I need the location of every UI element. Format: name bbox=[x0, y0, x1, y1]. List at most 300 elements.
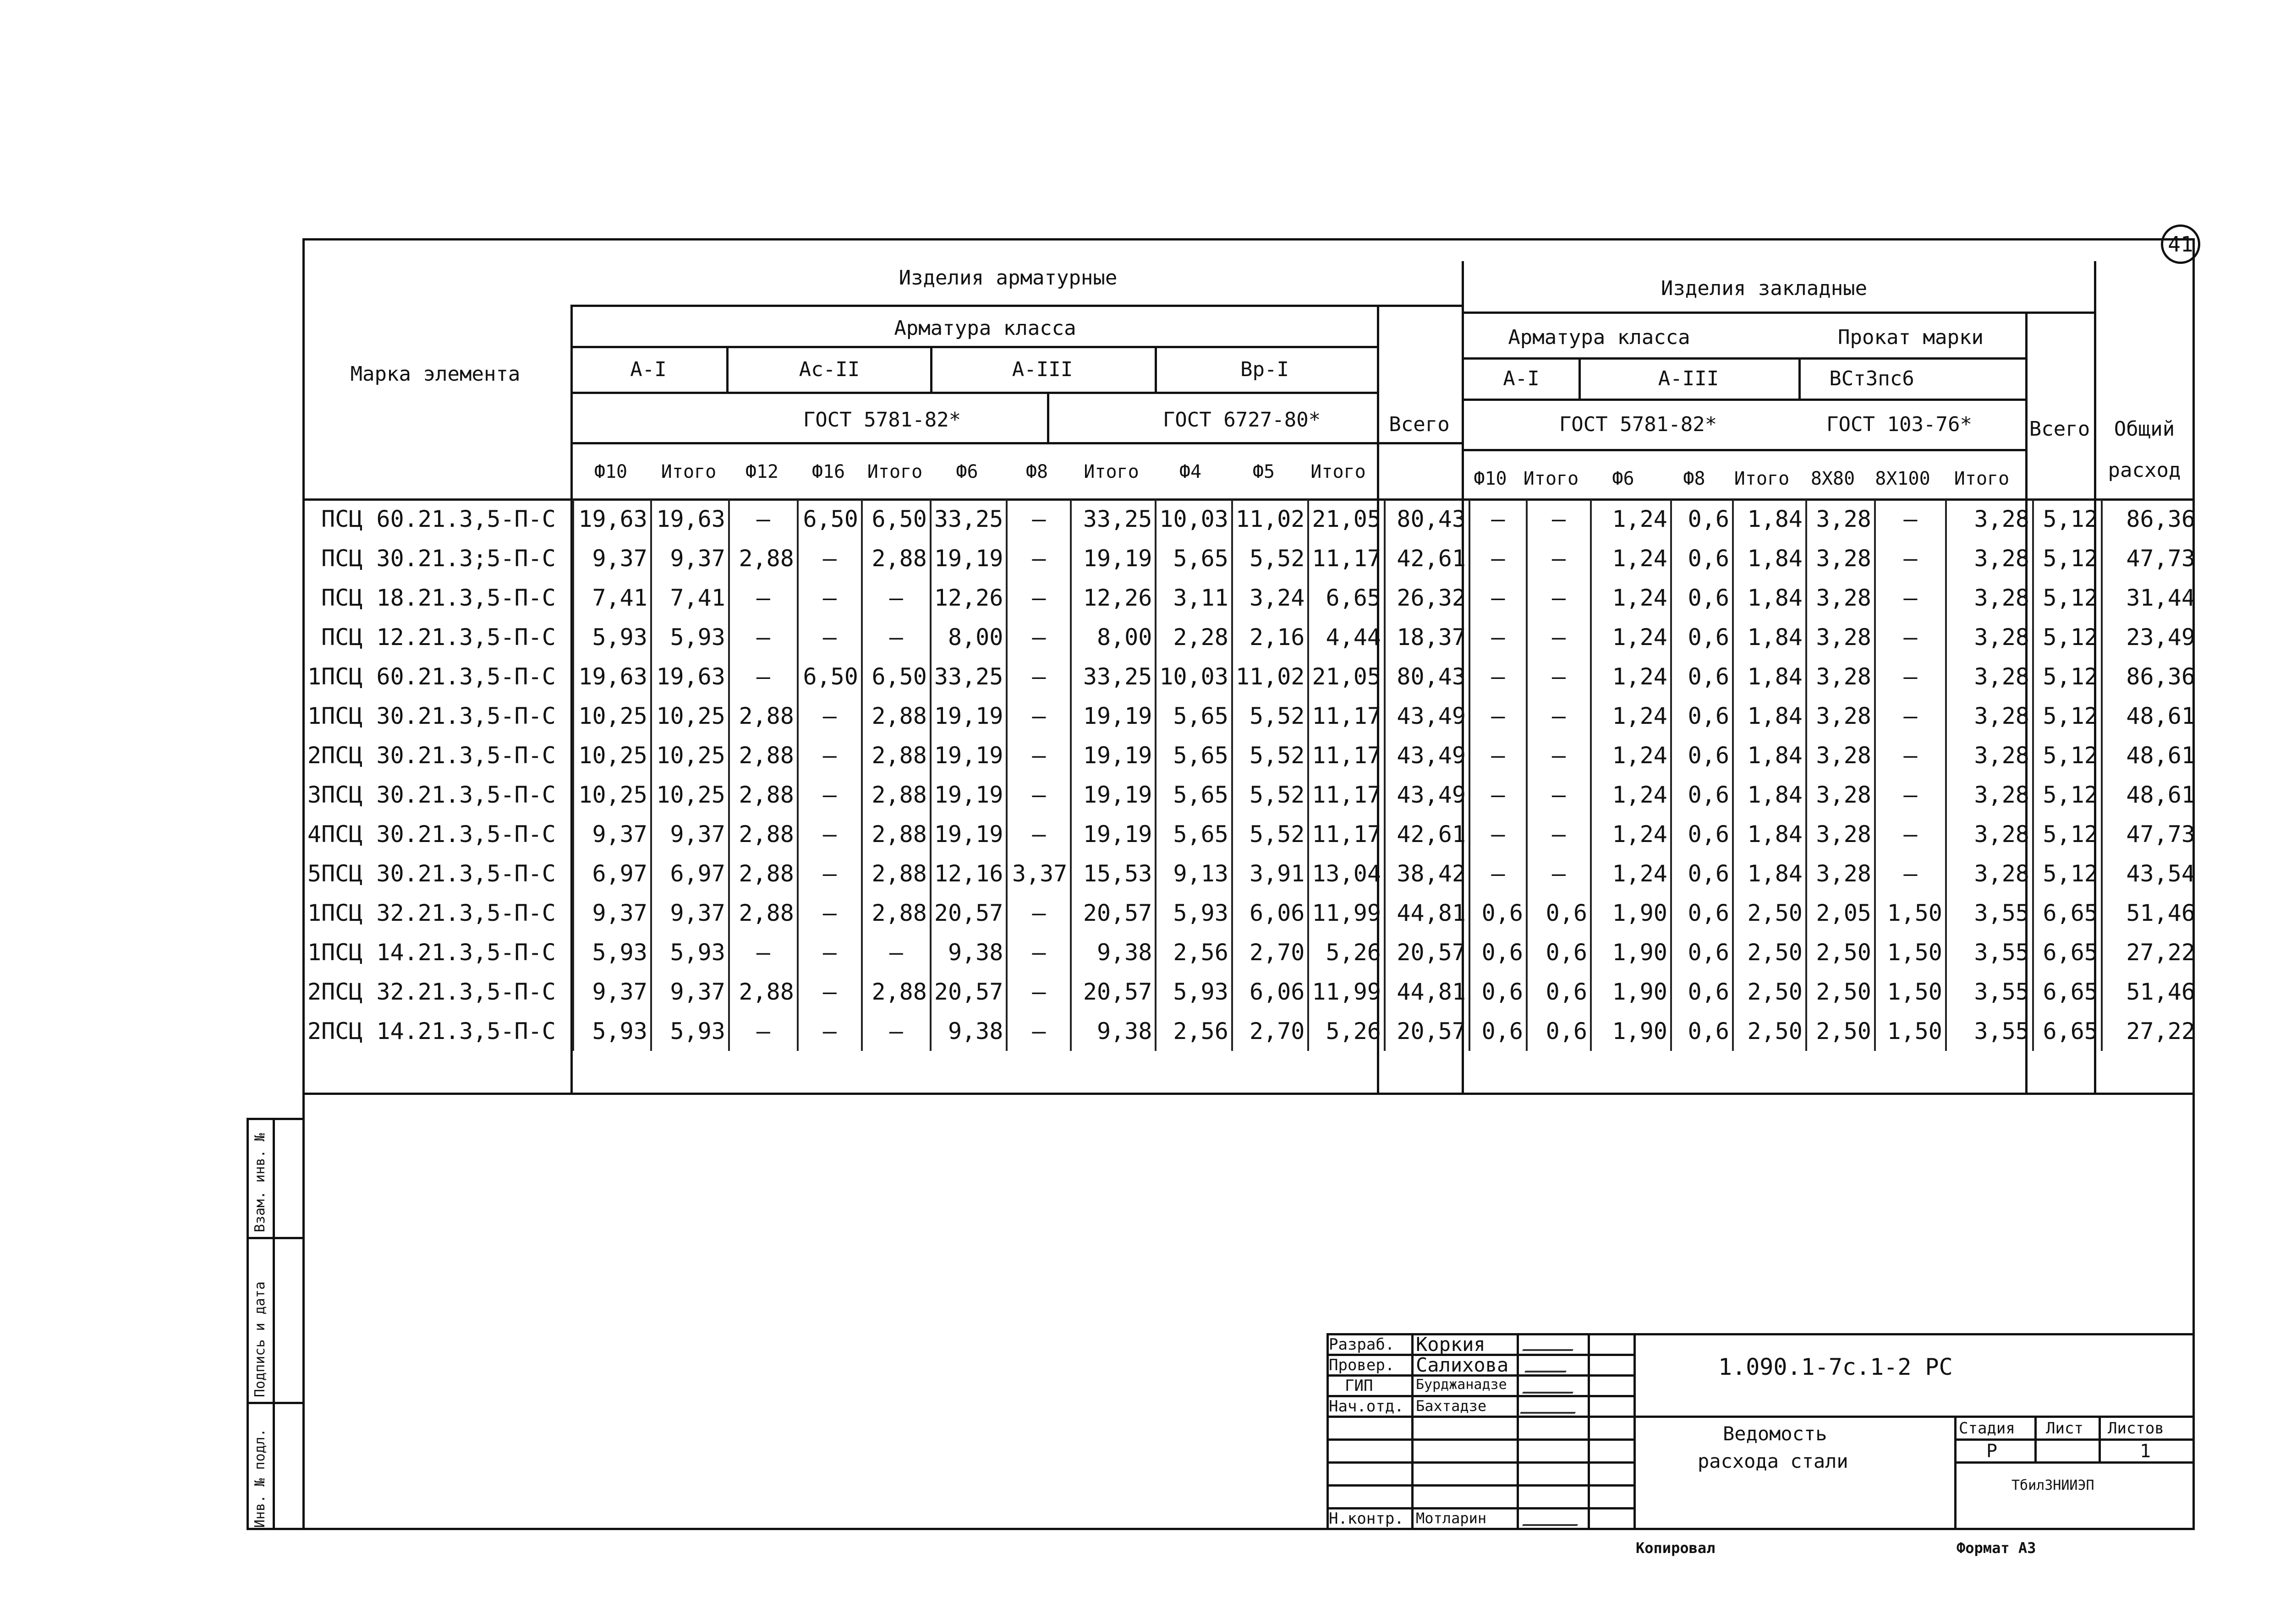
table-cell: 12,26 bbox=[931, 578, 1007, 618]
element-mark: 1ПСЦ 14.21.3,5-П-С bbox=[307, 939, 556, 966]
table-cell: 1,24 bbox=[1591, 854, 1671, 893]
table-cell: 1,24 bbox=[1591, 815, 1671, 854]
table-cell: 6,50 bbox=[798, 657, 862, 696]
table-cell: 20,57 bbox=[1385, 933, 1469, 972]
table-cell: 51,46 bbox=[2102, 893, 2198, 933]
table-cell: – bbox=[1875, 657, 1946, 696]
header-general: Общий bbox=[2114, 417, 2175, 441]
table-cell: 2,88 bbox=[862, 893, 931, 933]
table-cell: 10,25 bbox=[573, 696, 651, 736]
document-title-2: расхода стали bbox=[1698, 1450, 1848, 1472]
table-cell: 9,38 bbox=[931, 933, 1007, 972]
table-cell: 12,16 bbox=[931, 854, 1007, 893]
table-cell: 44,81 bbox=[1385, 972, 1469, 1012]
table-cell: 2,28 bbox=[1156, 618, 1232, 657]
table-cell: 6,06 bbox=[1232, 972, 1309, 1012]
table-row bbox=[305, 1012, 2198, 1051]
table-cell: 10,03 bbox=[1156, 657, 1232, 696]
table-cell: – bbox=[1469, 815, 1527, 854]
table-cell: – bbox=[1875, 578, 1946, 618]
table-cell: 2,88 bbox=[729, 736, 798, 775]
table-cell: 1,84 bbox=[1733, 499, 1806, 539]
table-cell: 86,36 bbox=[2102, 657, 2198, 696]
table-cell: 1,90 bbox=[1591, 972, 1671, 1012]
table-cell: 3,28 bbox=[1946, 775, 2033, 815]
table-cell: 9,37 bbox=[651, 893, 729, 933]
table-cell: 3,55 bbox=[1946, 933, 2033, 972]
table-cell: 3,28 bbox=[1946, 696, 2033, 736]
table-cell: 20,57 bbox=[931, 972, 1007, 1012]
page-number: 41 bbox=[2161, 224, 2200, 264]
table-cell: 4,44 bbox=[1308, 618, 1385, 657]
table-cell: 9,38 bbox=[1071, 1012, 1156, 1051]
table-cell: 0,6 bbox=[1671, 499, 1733, 539]
table-cell: 31,44 bbox=[2102, 578, 2198, 618]
table-cell: – bbox=[1007, 815, 1071, 854]
table-cell: 5,52 bbox=[1232, 736, 1309, 775]
table-cell: 3,28 bbox=[1806, 854, 1875, 893]
table-cell: – bbox=[1875, 499, 1946, 539]
table-cell: 19,19 bbox=[931, 539, 1007, 578]
table-cell: 47,73 bbox=[2102, 815, 2198, 854]
table-cell: 1,90 bbox=[1591, 893, 1671, 933]
table-cell: 1,84 bbox=[1733, 657, 1806, 696]
table-cell: 0,6 bbox=[1671, 657, 1733, 696]
table-cell: 48,61 bbox=[2102, 696, 2198, 736]
table-cell: 2,88 bbox=[862, 815, 931, 854]
table-cell: 6,50 bbox=[862, 657, 931, 696]
table-cell: 3,24 bbox=[1232, 578, 1309, 618]
table-cell: 2,88 bbox=[862, 736, 931, 775]
table-cell: 1,90 bbox=[1591, 1012, 1671, 1051]
table-cell: 6,97 bbox=[573, 854, 651, 893]
table-cell: 9,38 bbox=[1071, 933, 1156, 972]
table-cell: – bbox=[729, 499, 798, 539]
table-cell: 6,06 bbox=[1232, 893, 1309, 933]
table-cell: 1,84 bbox=[1733, 696, 1806, 736]
table-cell: – bbox=[798, 972, 862, 1012]
table-cell: 1,84 bbox=[1733, 775, 1806, 815]
table-cell: 3,28 bbox=[1946, 578, 2033, 618]
table-cell: 27,22 bbox=[2102, 1012, 2198, 1051]
table-cell: 6,65 bbox=[2033, 893, 2102, 933]
table-row bbox=[305, 775, 2198, 815]
table-cell: 42,61 bbox=[1385, 815, 1469, 854]
element-mark: 3ПСЦ 30.21.3,5-П-С bbox=[307, 782, 556, 808]
table-cell: 43,54 bbox=[2102, 854, 2198, 893]
table-cell: 0,6 bbox=[1671, 972, 1733, 1012]
gost-embedded: ГОСТ 5781-82* bbox=[1559, 413, 1717, 436]
signature-5 bbox=[1522, 1510, 1584, 1526]
table-cell: 3,55 bbox=[1946, 972, 2033, 1012]
table-cell: 2,50 bbox=[1733, 933, 1806, 972]
table-cell: 6,65 bbox=[2033, 1012, 2102, 1051]
header-total-embedded: Всего bbox=[2029, 417, 2090, 441]
table-cell: 9,37 bbox=[573, 539, 651, 578]
table-cell: 23,49 bbox=[2102, 618, 2198, 657]
table-cell: 1,24 bbox=[1591, 578, 1671, 618]
table-cell: – bbox=[729, 1012, 798, 1051]
table-cell: – bbox=[862, 933, 931, 972]
table-cell: 5,52 bbox=[1232, 775, 1309, 815]
table-cell: 5,52 bbox=[1232, 696, 1309, 736]
table-cell: – bbox=[1007, 736, 1071, 775]
table-cell: – bbox=[1007, 657, 1071, 696]
footer-copied: Копировал bbox=[1636, 1539, 1716, 1557]
table-cell: – bbox=[1875, 539, 1946, 578]
table-cell: – bbox=[1527, 736, 1591, 775]
table-cell: 0,6 bbox=[1469, 893, 1527, 933]
table-cell: – bbox=[798, 775, 862, 815]
table-cell: 0,6 bbox=[1671, 893, 1733, 933]
table-cell: 5,12 bbox=[2033, 657, 2102, 696]
table-cell: 5,93 bbox=[1156, 972, 1232, 1012]
table-cell: – bbox=[798, 933, 862, 972]
table-cell: 11,02 bbox=[1232, 657, 1309, 696]
table-cell: 5,12 bbox=[2033, 736, 2102, 775]
table-cell: 21,05 bbox=[1308, 499, 1385, 539]
table-cell: 5,12 bbox=[2033, 696, 2102, 736]
table-cell: 2,88 bbox=[729, 972, 798, 1012]
table-cell: – bbox=[1007, 972, 1071, 1012]
table-cell: 3,11 bbox=[1156, 578, 1232, 618]
table-cell: 1,84 bbox=[1733, 539, 1806, 578]
table-cell: – bbox=[798, 578, 862, 618]
table-cell: 1,24 bbox=[1591, 696, 1671, 736]
table-cell: 2,50 bbox=[1806, 972, 1875, 1012]
table-cell: 2,56 bbox=[1156, 933, 1232, 972]
table-cell: – bbox=[729, 657, 798, 696]
element-mark: 2ПСЦ 32.21.3,5-П-С bbox=[307, 979, 556, 1005]
table-cell: – bbox=[1527, 696, 1591, 736]
table-cell: – bbox=[798, 815, 862, 854]
table-cell: 3,28 bbox=[1806, 775, 1875, 815]
organization: ТбилЗНИИЭП bbox=[2011, 1477, 2094, 1493]
table-cell: 5,12 bbox=[2033, 815, 2102, 854]
table-cell: 0,6 bbox=[1671, 933, 1733, 972]
table-cell: 11,17 bbox=[1308, 696, 1385, 736]
table-cell: 3,55 bbox=[1946, 893, 2033, 933]
steel-consumption-table bbox=[305, 499, 2198, 1051]
table-cell: 5,93 bbox=[651, 618, 729, 657]
table-cell: 11,99 bbox=[1308, 972, 1385, 1012]
table-cell: 20,57 bbox=[1071, 893, 1156, 933]
table-cell: 5,65 bbox=[1156, 539, 1232, 578]
table-cell: 2,88 bbox=[729, 854, 798, 893]
table-row bbox=[305, 539, 2198, 578]
table-cell: 43,49 bbox=[1385, 736, 1469, 775]
table-cell: 7,41 bbox=[651, 578, 729, 618]
table-cell: 2,70 bbox=[1232, 1012, 1309, 1051]
table-row bbox=[305, 696, 2198, 736]
table-cell: – bbox=[798, 893, 862, 933]
table-cell: 10,25 bbox=[651, 775, 729, 815]
signature-3 bbox=[1522, 1378, 1580, 1394]
table-cell: 42,61 bbox=[1385, 539, 1469, 578]
table-cell: 0,6 bbox=[1671, 815, 1733, 854]
table-cell: 2,88 bbox=[729, 775, 798, 815]
gost-armature: ГОСТ 5781-82* bbox=[803, 408, 961, 432]
table-cell: 11,17 bbox=[1308, 736, 1385, 775]
table-cell: – bbox=[862, 1012, 931, 1051]
table-cell: 1,24 bbox=[1591, 736, 1671, 775]
table-cell: 1,50 bbox=[1875, 972, 1946, 1012]
table-cell: – bbox=[1527, 657, 1591, 696]
table-cell: 0,6 bbox=[1469, 933, 1527, 972]
table-cell: 0,6 bbox=[1671, 578, 1733, 618]
table-cell: 7,41 bbox=[573, 578, 651, 618]
table-cell: 8,00 bbox=[1071, 618, 1156, 657]
table-cell: 6,97 bbox=[651, 854, 729, 893]
table-cell: 5,93 bbox=[573, 933, 651, 972]
table-row bbox=[305, 893, 2198, 933]
table-cell: 48,61 bbox=[2102, 736, 2198, 775]
table-cell: 2,50 bbox=[1806, 933, 1875, 972]
table-cell: – bbox=[1469, 539, 1527, 578]
table-cell: 19,63 bbox=[573, 499, 651, 539]
table-cell: 2,50 bbox=[1733, 1012, 1806, 1051]
table-cell: – bbox=[1469, 854, 1527, 893]
table-cell: 11,17 bbox=[1308, 775, 1385, 815]
table-cell: 3,28 bbox=[1946, 499, 2033, 539]
table-cell: – bbox=[1875, 775, 1946, 815]
table-cell: 2,88 bbox=[729, 696, 798, 736]
table-cell: 19,19 bbox=[1071, 775, 1156, 815]
table-row bbox=[305, 499, 2198, 539]
table-cell: 3,91 bbox=[1232, 854, 1309, 893]
table-cell: 2,88 bbox=[862, 972, 931, 1012]
table-cell: 5,65 bbox=[1156, 736, 1232, 775]
table-cell: – bbox=[798, 539, 862, 578]
table-cell: 0,6 bbox=[1527, 893, 1591, 933]
table-cell: 11,17 bbox=[1308, 539, 1385, 578]
table-cell: 8,00 bbox=[931, 618, 1007, 657]
table-cell: – bbox=[1875, 618, 1946, 657]
element-mark: 1ПСЦ 32.21.3,5-П-С bbox=[307, 900, 556, 926]
table-cell: 6,65 bbox=[1308, 578, 1385, 618]
table-cell: 5,12 bbox=[2033, 499, 2102, 539]
table-cell: 19,19 bbox=[1071, 815, 1156, 854]
table-cell: 1,84 bbox=[1733, 854, 1806, 893]
table-cell: – bbox=[729, 933, 798, 972]
table-cell: 5,52 bbox=[1232, 539, 1309, 578]
table-cell: 11,99 bbox=[1308, 893, 1385, 933]
class-as2: Ас-II bbox=[799, 358, 860, 381]
table-cell: 0,6 bbox=[1671, 539, 1733, 578]
table-row bbox=[305, 815, 2198, 854]
table-cell: 1,24 bbox=[1591, 657, 1671, 696]
table-cell: 5,12 bbox=[2033, 539, 2102, 578]
table-cell: – bbox=[1469, 775, 1527, 815]
table-cell: 6,65 bbox=[2033, 933, 2102, 972]
table-cell: 5,12 bbox=[2033, 618, 2102, 657]
document-code: 1.090.1-7с.1-2 РС bbox=[1718, 1354, 1953, 1380]
table-cell: 1,50 bbox=[1875, 1012, 1946, 1051]
table-cell: – bbox=[798, 854, 862, 893]
table-cell: 0,6 bbox=[1671, 1012, 1733, 1051]
table-cell: 2,50 bbox=[1733, 972, 1806, 1012]
table-cell: 10,25 bbox=[651, 696, 729, 736]
table-cell: 1,24 bbox=[1591, 499, 1671, 539]
gost-rolled: ГОСТ 103-76* bbox=[1826, 413, 1972, 436]
table-cell: 10,03 bbox=[1156, 499, 1232, 539]
table-cell: – bbox=[1527, 854, 1591, 893]
table-cell: 1,50 bbox=[1875, 933, 1946, 972]
table-cell: 3,28 bbox=[1946, 854, 2033, 893]
table-row bbox=[305, 657, 2198, 696]
table-cell: 20,57 bbox=[931, 893, 1007, 933]
table-cell: 33,25 bbox=[1071, 499, 1156, 539]
table-cell: 9,37 bbox=[651, 815, 729, 854]
table-cell: 10,25 bbox=[573, 775, 651, 815]
rolled-steel-grade: ВСт3пс6 bbox=[1829, 367, 1914, 390]
table-cell: 20,57 bbox=[1385, 1012, 1469, 1051]
table-cell: 13,04 bbox=[1308, 854, 1385, 893]
table-cell: 3,28 bbox=[1946, 657, 2033, 696]
table-row bbox=[305, 972, 2198, 1012]
table-cell: 86,36 bbox=[2102, 499, 2198, 539]
header-total: Всего bbox=[1389, 413, 1450, 436]
table-cell: 11,17 bbox=[1308, 815, 1385, 854]
table-cell: 2,88 bbox=[729, 815, 798, 854]
table-cell: 2,16 bbox=[1232, 618, 1309, 657]
table-cell: 3,28 bbox=[1806, 736, 1875, 775]
table-cell: 9,38 bbox=[931, 1012, 1007, 1051]
table-cell: 43,49 bbox=[1385, 775, 1469, 815]
table-cell: – bbox=[1469, 578, 1527, 618]
table-cell: 19,63 bbox=[651, 499, 729, 539]
table-cell: 5,52 bbox=[1232, 815, 1309, 854]
element-mark: 1ПСЦ 30.21.3,5-П-С bbox=[307, 703, 556, 729]
table-cell: – bbox=[1007, 578, 1071, 618]
table-row bbox=[305, 618, 2198, 657]
gost-wire: ГОСТ 6727-80* bbox=[1162, 408, 1321, 432]
table-cell: 15,53 bbox=[1071, 854, 1156, 893]
table-cell: 18,37 bbox=[1385, 618, 1469, 657]
document-title-1: Ведомость bbox=[1723, 1422, 1827, 1445]
table-cell: 27,22 bbox=[2102, 933, 2198, 972]
class-embedded-a3: А-III bbox=[1658, 367, 1719, 390]
table-cell: 33,25 bbox=[931, 657, 1007, 696]
table-cell: – bbox=[1007, 618, 1071, 657]
table-cell: – bbox=[729, 578, 798, 618]
table-cell: 2,05 bbox=[1806, 893, 1875, 933]
table-cell: – bbox=[798, 696, 862, 736]
table-cell: – bbox=[1007, 933, 1071, 972]
table-cell: 5,93 bbox=[573, 1012, 651, 1051]
table-cell: 5,93 bbox=[1156, 893, 1232, 933]
table-cell: – bbox=[729, 618, 798, 657]
table-cell: 43,49 bbox=[1385, 696, 1469, 736]
element-mark: ПСЦ 60.21.3,5-П-С bbox=[321, 506, 556, 532]
table-cell: 1,84 bbox=[1733, 578, 1806, 618]
table-cell: 0,6 bbox=[1671, 854, 1733, 893]
table-cell: 19,19 bbox=[1071, 736, 1156, 775]
table-cell: – bbox=[862, 578, 931, 618]
table-cell: 2,50 bbox=[1733, 893, 1806, 933]
table-cell: 0,6 bbox=[1469, 972, 1527, 1012]
element-mark: 5ПСЦ 30.21.3,5-П-С bbox=[307, 860, 556, 887]
table-cell: – bbox=[1875, 815, 1946, 854]
header-armature-class: Арматура класса bbox=[894, 317, 1076, 340]
table-cell: 33,25 bbox=[931, 499, 1007, 539]
table-cell: 12,26 bbox=[1071, 578, 1156, 618]
table-cell: 9,37 bbox=[651, 972, 729, 1012]
table-cell: 3,28 bbox=[1946, 618, 2033, 657]
header-armature-items: Изделия арматурные bbox=[899, 266, 1118, 290]
signature-2 bbox=[1524, 1357, 1573, 1372]
table-cell: 0,6 bbox=[1527, 933, 1591, 972]
table-cell: 3,28 bbox=[1806, 539, 1875, 578]
table-cell: – bbox=[1875, 696, 1946, 736]
table-cell: – bbox=[1527, 618, 1591, 657]
table-cell: 26,32 bbox=[1385, 578, 1469, 618]
table-cell: 19,63 bbox=[651, 657, 729, 696]
table-cell: 47,73 bbox=[2102, 539, 2198, 578]
table-cell: 3,28 bbox=[1946, 815, 2033, 854]
table-cell: 9,37 bbox=[573, 815, 651, 854]
table-cell: 0,6 bbox=[1671, 736, 1733, 775]
signature-4 bbox=[1520, 1398, 1582, 1414]
table-cell: 19,19 bbox=[931, 815, 1007, 854]
table-cell: 2,70 bbox=[1232, 933, 1309, 972]
table-cell: – bbox=[1527, 578, 1591, 618]
table-cell: 3,28 bbox=[1806, 578, 1875, 618]
element-mark: ПСЦ 12.21.3,5-П-С bbox=[321, 624, 556, 651]
footer-format: Формат А3 bbox=[1957, 1539, 2036, 1557]
table-cell: – bbox=[1527, 539, 1591, 578]
table-cell: 3,28 bbox=[1806, 657, 1875, 696]
header-armature-class-embedded: Арматура класса bbox=[1508, 326, 1690, 349]
table-row bbox=[305, 854, 2198, 893]
table-cell: 0,6 bbox=[1527, 972, 1591, 1012]
table-cell: 19,19 bbox=[1071, 696, 1156, 736]
table-cell: 5,26 bbox=[1308, 1012, 1385, 1051]
element-mark: 4ПСЦ 30.21.3,5-П-С bbox=[307, 821, 556, 848]
table-cell: 38,42 bbox=[1385, 854, 1469, 893]
element-mark: 1ПСЦ 60.21.3,5-П-С bbox=[307, 663, 556, 690]
table-cell: – bbox=[1007, 499, 1071, 539]
table-cell: 3,28 bbox=[1806, 618, 1875, 657]
table-cell: 0,6 bbox=[1469, 1012, 1527, 1051]
table-cell: 5,65 bbox=[1156, 696, 1232, 736]
class-embedded-a1: А-I bbox=[1503, 367, 1540, 390]
element-mark: 2ПСЦ 30.21.3,5-П-С bbox=[307, 742, 556, 769]
table-cell: 1,90 bbox=[1591, 933, 1671, 972]
table-cell: 5,12 bbox=[2033, 578, 2102, 618]
table-cell: 0,6 bbox=[1671, 618, 1733, 657]
table-cell: 1,84 bbox=[1733, 736, 1806, 775]
table-cell: 5,93 bbox=[651, 1012, 729, 1051]
element-mark: 2ПСЦ 14.21.3,5-П-С bbox=[307, 1018, 556, 1044]
table-cell: – bbox=[798, 1012, 862, 1051]
table-cell: – bbox=[862, 618, 931, 657]
table-cell: 11,02 bbox=[1232, 499, 1309, 539]
table-cell: – bbox=[1007, 539, 1071, 578]
table-cell: 3,55 bbox=[1946, 1012, 2033, 1051]
table-cell: 6,50 bbox=[798, 499, 862, 539]
table-cell: – bbox=[1469, 696, 1527, 736]
table-cell: 9,37 bbox=[573, 893, 651, 933]
table-cell: 48,61 bbox=[2102, 775, 2198, 815]
table-cell: 6,50 bbox=[862, 499, 931, 539]
table-cell: 5,65 bbox=[1156, 815, 1232, 854]
table-cell: 1,84 bbox=[1733, 618, 1806, 657]
table-cell: 2,50 bbox=[1806, 1012, 1875, 1051]
table-cell: 20,57 bbox=[1071, 972, 1156, 1012]
table-cell: 3,28 bbox=[1806, 815, 1875, 854]
table-cell: 51,46 bbox=[2102, 972, 2198, 1012]
